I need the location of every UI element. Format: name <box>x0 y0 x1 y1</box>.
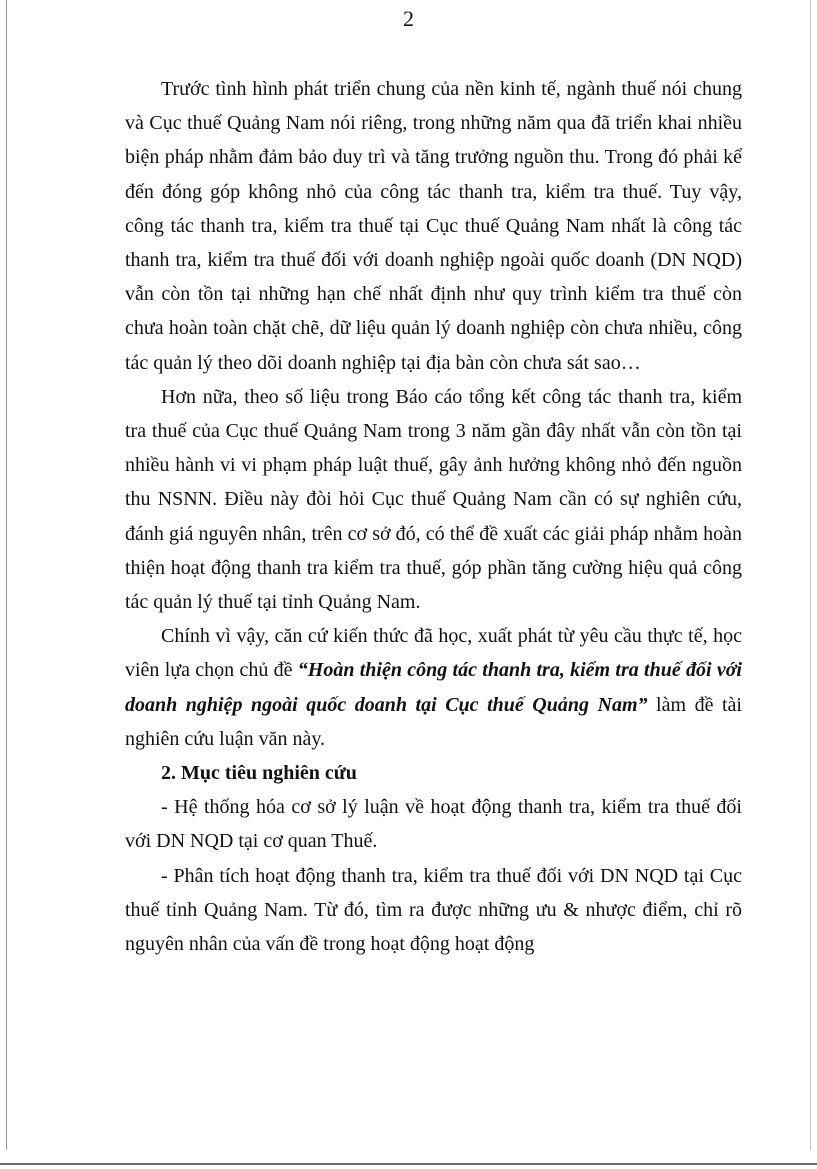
document-body <box>125 72 742 961</box>
thesis-title: “Hoàn thiện công tác thanh tra, kiểm tra thuế đối với doanh nghiệp ngoài quốc doanh tại Cục thuế Quảng Nam” <box>125 659 742 716</box>
paragraph-topic-selection <box>125 619 742 756</box>
topic-closing-text: làm đề tài nghiên cứu luận văn này. <box>125 693 742 750</box>
objective-item: - Hệ thống hóa cơ sở lý luận về hoạt động thanh tra, kiểm tra thuế đối với DN NQD tại cơ quan Thuế. <box>125 796 742 853</box>
scan-left-edge <box>6 0 7 1150</box>
objective-item: - Phân tích hoạt động thanh tra, kiểm tra thuế đối với DN NQD tại Cục thuế tỉnh Quảng Nam. Từ đó, tìm ra được những ưu & nhược điểm, chỉ rõ nguyên nhân của vấn đề trong hoạt động hoạt động <box>125 864 742 956</box>
scan-bottom-edge <box>0 1163 817 1165</box>
section-heading: 2. Mục tiêu nghiên cứu <box>161 762 357 785</box>
scan-right-edge <box>810 0 811 1150</box>
page-number: 2 <box>403 6 414 31</box>
paragraph-inspection-results: Hơn nữa, theo số liệu trong Báo cáo tổng kết công tác thanh tra, kiểm tra thuế của Cục thuế Quảng Nam trong 3 năm gần đây nhất vẫn còn tồn tại nhiều hành vi vi phạm pháp luật thuế, gây ảnh hưởng không nhỏ đến nguồn thu NSNN. Điều này đòi hỏi Cục thuế Quảng Nam cần có sự nghiên cứu, đánh giá nguyên nhân, trên cơ sở đó, có thể đề xuất các giải pháp nhằm hoàn thiện hoạt động thanh tra kiểm tra thuế, góp phần tăng cường hiệu quả công tác quản lý thuế tại tỉnh Quảng Nam. <box>125 385 742 614</box>
paragraph-context: Trước tình hình phát triển chung của nền kinh tế, ngành thuế nói chung và Cục thuế Quảng Nam nói riêng, trong những năm qua đã triển khai nhiều biện pháp nhằm đảm bảo duy trì và tăng trưởng nguồn thu. Trong đó phải kể đến đóng góp không nhỏ của công tác thanh tra, kiểm tra thuế. Tuy vậy, công tác thanh tra, kiểm tra thuế tại Cục thuế Quảng Nam nhất là công tác thanh tra, kiểm tra thuế đối với doanh nghiệp ngoài quốc doanh (DN NQD) vẫn còn tồn tại những hạn chế nhất định như quy trình kiểm tra thuế còn chưa hoàn toàn chặt chẽ, dữ liệu quản lý doanh nghiệp còn chưa nhiều, công tác quản lý theo dõi doanh nghiệp tại địa bàn còn chưa sát sao… <box>125 78 742 374</box>
topic-intro-text: Chính vì vậy, căn cứ kiến thức đã học, xuất phát từ yêu cầu thực tế, học viên lựa chọn chủ đề <box>125 625 742 682</box>
